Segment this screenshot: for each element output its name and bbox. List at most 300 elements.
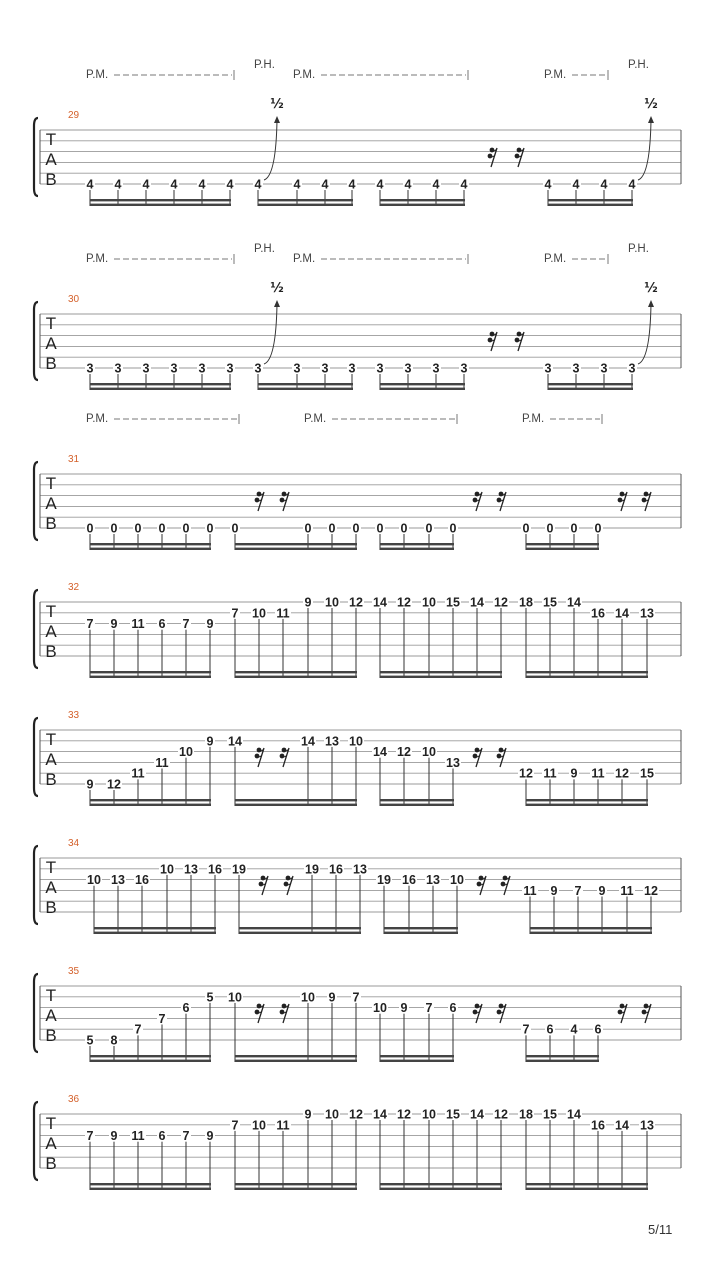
fret-number: 14 bbox=[567, 595, 581, 610]
tab-clef-letter: T bbox=[45, 130, 57, 149]
fret-number: 0 bbox=[570, 521, 578, 536]
fret-number: 6 bbox=[449, 1001, 457, 1016]
fret-number: 4 bbox=[198, 177, 206, 192]
sixteenth-rest bbox=[473, 1004, 482, 1023]
bend-curve bbox=[638, 304, 651, 364]
fret-number: 0 bbox=[206, 521, 214, 536]
fret-number: 11 bbox=[131, 766, 145, 781]
fret-number: 4 bbox=[376, 177, 384, 192]
beam-primary bbox=[90, 548, 211, 550]
system-bracket bbox=[34, 1102, 38, 1180]
fret-number: 9 bbox=[570, 766, 578, 781]
palm-mute-label: P.M. bbox=[86, 69, 109, 81]
bar-number: 33 bbox=[68, 710, 80, 721]
beam-primary bbox=[235, 804, 357, 806]
fret-number: 14 bbox=[373, 595, 387, 610]
fret-number: 3 bbox=[142, 361, 150, 376]
beam-primary bbox=[90, 204, 231, 206]
fret-number: 10 bbox=[373, 1001, 387, 1016]
bar-number: 30 bbox=[68, 294, 80, 305]
sixteenth-rest bbox=[642, 492, 651, 511]
beam-secondary bbox=[258, 383, 353, 385]
fret-number: 3 bbox=[348, 361, 356, 376]
fret-number: 0 bbox=[86, 521, 94, 536]
beam-secondary bbox=[384, 927, 458, 929]
fret-number: 3 bbox=[293, 361, 301, 376]
beam-primary bbox=[235, 1060, 357, 1062]
palm-mute-label: P.M. bbox=[304, 413, 327, 425]
beam-primary bbox=[526, 804, 648, 806]
beam-primary bbox=[235, 548, 357, 550]
fret-number: 7 bbox=[158, 1011, 166, 1026]
fret-number: 0 bbox=[594, 521, 602, 536]
fret-number: 13 bbox=[184, 862, 198, 877]
beam-primary bbox=[258, 388, 353, 390]
fret-number: 7 bbox=[86, 617, 94, 632]
tab-clef-letter: T bbox=[45, 1114, 57, 1133]
beam-secondary bbox=[530, 927, 652, 929]
beam-secondary bbox=[94, 927, 216, 929]
beam-secondary bbox=[235, 1055, 357, 1057]
tab-system bbox=[34, 838, 681, 934]
fret-number: 11 bbox=[276, 606, 290, 621]
fret-number: 3 bbox=[572, 361, 580, 376]
fret-number: 9 bbox=[304, 1107, 312, 1122]
fret-number: 14 bbox=[373, 1107, 387, 1122]
sixteenth-rest bbox=[497, 748, 506, 767]
bend-arrowhead bbox=[648, 300, 654, 307]
page-number: 5/11 bbox=[648, 1222, 673, 1237]
palm-mute-label: P.M. bbox=[522, 413, 545, 425]
fret-number: 0 bbox=[522, 521, 530, 536]
beam-primary bbox=[380, 804, 454, 806]
fret-number: 5 bbox=[86, 1033, 94, 1048]
fret-number: 12 bbox=[644, 883, 658, 898]
beam-secondary bbox=[258, 199, 353, 201]
fret-number: 12 bbox=[494, 595, 508, 610]
beam-secondary bbox=[526, 1055, 599, 1057]
tab-clef-letter: T bbox=[45, 314, 57, 333]
fret-number: 7 bbox=[182, 617, 190, 632]
fret-number: 19 bbox=[232, 862, 246, 877]
fret-number: 15 bbox=[640, 766, 654, 781]
fret-number: 3 bbox=[628, 361, 636, 376]
palm-mute-label: P.M. bbox=[544, 253, 567, 265]
beam-secondary bbox=[526, 543, 599, 545]
beam-primary bbox=[380, 676, 502, 678]
fret-number: 0 bbox=[134, 521, 142, 536]
sixteenth-rest bbox=[642, 1004, 651, 1023]
bend-arrowhead bbox=[274, 116, 280, 123]
beam-primary bbox=[258, 204, 353, 206]
fret-number: 9 bbox=[86, 777, 94, 792]
beam-secondary bbox=[235, 671, 357, 673]
beam-primary bbox=[380, 204, 465, 206]
fret-number: 0 bbox=[425, 521, 433, 536]
pinch-harmonic-label: P.H. bbox=[628, 243, 649, 255]
fret-number: 10 bbox=[450, 873, 464, 888]
tab-system bbox=[34, 59, 681, 206]
beam-primary bbox=[526, 548, 599, 550]
fret-number: 3 bbox=[114, 361, 122, 376]
fret-number: 6 bbox=[594, 1022, 602, 1037]
system-bracket bbox=[34, 462, 38, 540]
sixteenth-rest bbox=[515, 148, 524, 167]
fret-number: 10 bbox=[349, 734, 363, 749]
fret-number: 9 bbox=[206, 1129, 214, 1144]
beam-secondary bbox=[90, 199, 231, 201]
sixteenth-rest bbox=[259, 876, 268, 895]
bar-number: 32 bbox=[68, 582, 80, 593]
fret-number: 4 bbox=[460, 177, 468, 192]
fret-number: 12 bbox=[397, 595, 411, 610]
system-bracket bbox=[34, 974, 38, 1052]
pinch-harmonic-label: P.H. bbox=[254, 243, 275, 255]
fret-number: 3 bbox=[404, 361, 412, 376]
system-bracket bbox=[34, 718, 38, 796]
beam-secondary bbox=[90, 671, 211, 673]
tab-clef-letter: A bbox=[45, 1006, 57, 1025]
fret-number: 0 bbox=[546, 521, 554, 536]
beam-secondary bbox=[526, 1183, 648, 1185]
tab-clef-letter: A bbox=[45, 150, 57, 169]
fret-number: 11 bbox=[591, 766, 605, 781]
fret-number: 4 bbox=[600, 177, 608, 192]
tab-clef-letter: T bbox=[45, 858, 57, 877]
tab-clef-letter: A bbox=[45, 1134, 57, 1153]
fret-number: 3 bbox=[254, 361, 262, 376]
fret-number: 14 bbox=[470, 595, 484, 610]
sixteenth-rest bbox=[618, 1004, 627, 1023]
beam-secondary bbox=[526, 671, 648, 673]
fret-number: 9 bbox=[206, 617, 214, 632]
fret-number: 13 bbox=[426, 873, 440, 888]
fret-number: 8 bbox=[110, 1033, 118, 1048]
fret-number: 13 bbox=[111, 873, 125, 888]
sixteenth-rest bbox=[497, 492, 506, 511]
fret-number: 12 bbox=[519, 766, 533, 781]
fret-number: 16 bbox=[135, 873, 149, 888]
beam-secondary bbox=[235, 799, 357, 801]
fret-number: 4 bbox=[348, 177, 356, 192]
fret-number: 9 bbox=[400, 1001, 408, 1016]
beam-primary bbox=[94, 932, 216, 934]
fret-number: 10 bbox=[87, 873, 101, 888]
fret-number: 13 bbox=[353, 862, 367, 877]
fret-number: 13 bbox=[640, 606, 654, 621]
fret-number: 16 bbox=[402, 873, 416, 888]
bar-number: 35 bbox=[68, 966, 80, 977]
beam-primary bbox=[526, 1188, 648, 1190]
fret-number: 4 bbox=[404, 177, 412, 192]
tab-system bbox=[34, 1094, 681, 1190]
beam-secondary bbox=[90, 799, 211, 801]
tab-clef-letter: A bbox=[45, 622, 57, 641]
sixteenth-rest bbox=[497, 1004, 506, 1023]
fret-number: 3 bbox=[544, 361, 552, 376]
sixteenth-rest bbox=[284, 876, 293, 895]
fret-number: 14 bbox=[615, 1118, 629, 1133]
fret-number: 14 bbox=[470, 1107, 484, 1122]
bar-number: 34 bbox=[68, 838, 80, 849]
tab-clef-letter: B bbox=[45, 354, 57, 373]
fret-number: 0 bbox=[182, 521, 190, 536]
beam-primary bbox=[90, 676, 211, 678]
fret-number: 6 bbox=[158, 1129, 166, 1144]
fret-number: 5 bbox=[206, 990, 214, 1005]
fret-number: 11 bbox=[276, 1118, 290, 1133]
palm-mute-label: P.M. bbox=[544, 69, 567, 81]
bend-curve bbox=[264, 304, 277, 364]
fret-number: 9 bbox=[304, 595, 312, 610]
bend-amount: ½ bbox=[644, 281, 658, 296]
fret-number: 14 bbox=[567, 1107, 581, 1122]
bend-arrowhead bbox=[274, 300, 280, 307]
beam-secondary bbox=[526, 799, 648, 801]
fret-number: 10 bbox=[301, 990, 315, 1005]
sixteenth-rest bbox=[477, 876, 486, 895]
fret-number: 3 bbox=[321, 361, 329, 376]
fret-number: 4 bbox=[142, 177, 150, 192]
palm-mute-label: P.M. bbox=[86, 413, 109, 425]
tab-clef-letter: A bbox=[45, 334, 57, 353]
fret-number: 10 bbox=[325, 595, 339, 610]
tab-clef-letter: T bbox=[45, 602, 57, 621]
beam-secondary bbox=[548, 383, 633, 385]
fret-number: 4 bbox=[254, 177, 262, 192]
fret-number: 10 bbox=[228, 990, 242, 1005]
fret-number: 4 bbox=[114, 177, 122, 192]
beam-primary bbox=[530, 932, 652, 934]
fret-number: 3 bbox=[170, 361, 178, 376]
beam-secondary bbox=[90, 1055, 211, 1057]
beam-secondary bbox=[380, 799, 454, 801]
bend-amount: ½ bbox=[270, 97, 284, 112]
fret-number: 16 bbox=[591, 606, 605, 621]
fret-number: 0 bbox=[400, 521, 408, 536]
fret-number: 13 bbox=[325, 734, 339, 749]
sixteenth-rest bbox=[515, 332, 524, 351]
sixteenth-rest bbox=[255, 492, 264, 511]
fret-number: 18 bbox=[519, 595, 533, 610]
beam-secondary bbox=[380, 543, 454, 545]
fret-number: 11 bbox=[131, 1129, 145, 1144]
tab-clef-letter: B bbox=[45, 514, 57, 533]
fret-number: 4 bbox=[572, 177, 580, 192]
fret-number: 4 bbox=[544, 177, 552, 192]
tab-clef-letter: T bbox=[45, 730, 57, 749]
fret-number: 6 bbox=[546, 1022, 554, 1037]
fret-number: 3 bbox=[600, 361, 608, 376]
tab-clef-letter: B bbox=[45, 170, 57, 189]
beam-secondary bbox=[90, 1183, 211, 1185]
beam-primary bbox=[90, 388, 231, 390]
fret-number: 0 bbox=[158, 521, 166, 536]
fret-number: 7 bbox=[352, 990, 360, 1005]
beam-primary bbox=[90, 1188, 211, 1190]
sixteenth-rest bbox=[473, 492, 482, 511]
fret-number: 12 bbox=[397, 1107, 411, 1122]
tab-system bbox=[34, 966, 681, 1062]
beam-primary bbox=[235, 676, 357, 678]
sixteenth-rest bbox=[618, 492, 627, 511]
fret-number: 14 bbox=[301, 734, 315, 749]
beam-primary bbox=[526, 1060, 599, 1062]
tab-clef-letter: B bbox=[45, 642, 57, 661]
fret-number: 15 bbox=[543, 595, 557, 610]
fret-number: 7 bbox=[574, 883, 582, 898]
beam-secondary bbox=[239, 927, 361, 929]
fret-number: 12 bbox=[615, 766, 629, 781]
fret-number: 3 bbox=[86, 361, 94, 376]
system-bracket bbox=[34, 118, 38, 196]
beam-secondary bbox=[548, 199, 633, 201]
fret-number: 4 bbox=[226, 177, 234, 192]
tab-system bbox=[34, 413, 681, 550]
fret-number: 11 bbox=[543, 766, 557, 781]
fret-number: 18 bbox=[519, 1107, 533, 1122]
sixteenth-rest bbox=[280, 492, 289, 511]
system-bracket bbox=[34, 302, 38, 380]
sixteenth-rest bbox=[280, 748, 289, 767]
pinch-harmonic-label: P.H. bbox=[628, 59, 649, 71]
beam-secondary bbox=[380, 383, 465, 385]
beam-secondary bbox=[380, 1183, 502, 1185]
fret-number: 3 bbox=[432, 361, 440, 376]
tab-clef-letter: A bbox=[45, 750, 57, 769]
sixteenth-rest bbox=[280, 1004, 289, 1023]
fret-number: 12 bbox=[397, 745, 411, 760]
fret-number: 7 bbox=[182, 1129, 190, 1144]
beam-secondary bbox=[90, 383, 231, 385]
beam-primary bbox=[239, 932, 361, 934]
fret-number: 4 bbox=[86, 177, 94, 192]
fret-number: 6 bbox=[158, 617, 166, 632]
tab-system bbox=[34, 582, 681, 678]
fret-number: 11 bbox=[620, 883, 634, 898]
beam-secondary bbox=[90, 543, 211, 545]
fret-number: 16 bbox=[591, 1118, 605, 1133]
beam-secondary bbox=[235, 543, 357, 545]
fret-number: 14 bbox=[615, 606, 629, 621]
fret-number: 9 bbox=[598, 883, 606, 898]
fret-number: 0 bbox=[376, 521, 384, 536]
fret-number: 9 bbox=[110, 1129, 118, 1144]
beam-primary bbox=[90, 1060, 211, 1062]
palm-mute-label: P.M. bbox=[293, 69, 316, 81]
beam-primary bbox=[548, 388, 633, 390]
beam-primary bbox=[90, 804, 211, 806]
fret-number: 0 bbox=[304, 521, 312, 536]
tab-clef-letter: T bbox=[45, 986, 57, 1005]
beam-primary bbox=[380, 548, 454, 550]
fret-number: 0 bbox=[352, 521, 360, 536]
fret-number: 13 bbox=[640, 1118, 654, 1133]
fret-number: 7 bbox=[86, 1129, 94, 1144]
fret-number: 4 bbox=[293, 177, 301, 192]
fret-number: 12 bbox=[494, 1107, 508, 1122]
tab-clef-letter: B bbox=[45, 1154, 57, 1173]
fret-number: 6 bbox=[182, 1001, 190, 1016]
tab-clef-letter: T bbox=[45, 474, 57, 493]
fret-number: 10 bbox=[252, 1118, 266, 1133]
sixteenth-rest bbox=[473, 748, 482, 767]
fret-number: 10 bbox=[325, 1107, 339, 1122]
fret-number: 19 bbox=[377, 873, 391, 888]
system-bracket bbox=[34, 846, 38, 924]
fret-number: 15 bbox=[446, 1107, 460, 1122]
fret-number: 14 bbox=[228, 734, 242, 749]
sixteenth-rest bbox=[255, 748, 264, 767]
fret-number: 3 bbox=[376, 361, 384, 376]
fret-number: 9 bbox=[550, 883, 558, 898]
fret-number: 7 bbox=[231, 606, 239, 621]
beam-secondary bbox=[380, 1055, 454, 1057]
fret-number: 7 bbox=[134, 1022, 142, 1037]
beam-primary bbox=[548, 204, 633, 206]
bend-arrowhead bbox=[648, 116, 654, 123]
sixteenth-rest bbox=[501, 876, 510, 895]
fret-number: 11 bbox=[523, 883, 537, 898]
tab-system bbox=[34, 710, 681, 806]
fret-number: 4 bbox=[432, 177, 440, 192]
bar-number: 31 bbox=[68, 454, 80, 465]
fret-number: 9 bbox=[110, 617, 118, 632]
tab-clef-letter: B bbox=[45, 1026, 57, 1045]
tab-system bbox=[34, 243, 681, 390]
bend-amount: ½ bbox=[644, 97, 658, 112]
fret-number: 4 bbox=[628, 177, 636, 192]
system-bracket bbox=[34, 590, 38, 668]
bend-amount: ½ bbox=[270, 281, 284, 296]
fret-number: 9 bbox=[328, 990, 336, 1005]
bend-curve bbox=[638, 120, 651, 180]
fret-number: 10 bbox=[422, 595, 436, 610]
bar-number: 36 bbox=[68, 1094, 80, 1105]
tab-clef-letter: B bbox=[45, 770, 57, 789]
fret-number: 0 bbox=[110, 521, 118, 536]
fret-number: 7 bbox=[231, 1118, 239, 1133]
fret-number: 10 bbox=[179, 745, 193, 760]
beam-secondary bbox=[235, 1183, 357, 1185]
sixteenth-rest bbox=[255, 1004, 264, 1023]
fret-number: 16 bbox=[208, 862, 222, 877]
fret-number: 3 bbox=[226, 361, 234, 376]
fret-number: 11 bbox=[131, 617, 145, 632]
fret-number: 10 bbox=[252, 606, 266, 621]
fret-number: 4 bbox=[570, 1022, 578, 1037]
sixteenth-rest bbox=[488, 148, 497, 167]
palm-mute-label: P.M. bbox=[86, 253, 109, 265]
fret-number: 11 bbox=[155, 755, 169, 770]
fret-number: 15 bbox=[446, 595, 460, 610]
fret-number: 14 bbox=[373, 745, 387, 760]
beam-primary bbox=[384, 932, 458, 934]
fret-number: 9 bbox=[206, 734, 214, 749]
beam-primary bbox=[235, 1188, 357, 1190]
fret-number: 7 bbox=[522, 1022, 530, 1037]
fret-number: 13 bbox=[446, 755, 460, 770]
fret-number: 10 bbox=[160, 862, 174, 877]
fret-number: 12 bbox=[349, 595, 363, 610]
fret-number: 4 bbox=[170, 177, 178, 192]
fret-number: 0 bbox=[328, 521, 336, 536]
fret-number: 12 bbox=[107, 777, 121, 792]
tab-clef-letter: B bbox=[45, 898, 57, 917]
pinch-harmonic-label: P.H. bbox=[254, 59, 275, 71]
fret-number: 3 bbox=[198, 361, 206, 376]
beam-primary bbox=[380, 1060, 454, 1062]
